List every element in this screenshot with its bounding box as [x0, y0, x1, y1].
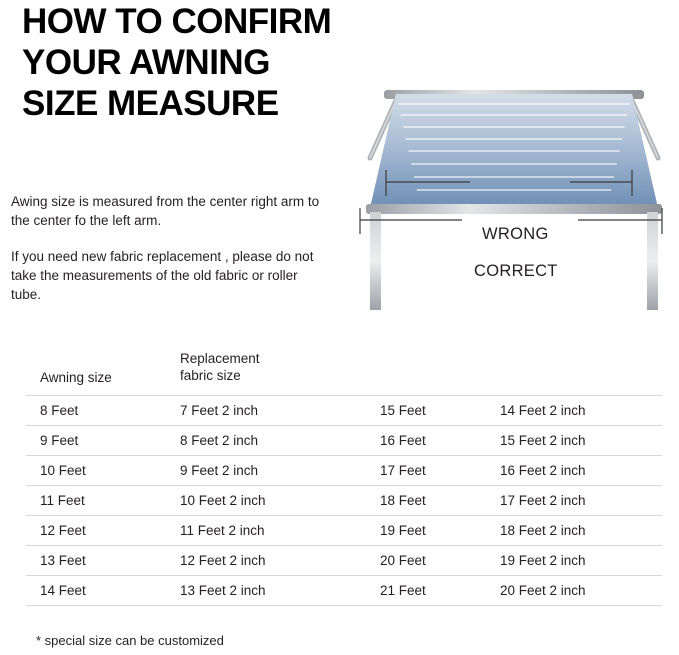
- table-row: [26, 425, 662, 455]
- table-row: [26, 455, 662, 485]
- cell-fabric-size-2: 19 Feet 2 inch: [486, 545, 662, 575]
- cell-awning-size: 8 Feet: [26, 395, 166, 425]
- cell-awning-size-2: 21 Feet: [366, 575, 486, 605]
- front-bar: [366, 204, 662, 214]
- cell-awning-size: 12 Feet: [26, 515, 166, 545]
- cell-awning-size: 11 Feet: [26, 485, 166, 515]
- cell-awning-size-2: 16 Feet: [366, 425, 486, 455]
- cell-awning-size: 10 Feet: [26, 455, 166, 485]
- cell-fabric-size-2: 17 Feet 2 inch: [486, 485, 662, 515]
- header-replacement-line-1: Replacement: [180, 351, 260, 366]
- cell-awning-size-2: 20 Feet: [366, 545, 486, 575]
- cell-fabric-size-2: 16 Feet 2 inch: [486, 455, 662, 485]
- cell-fabric-size: 12 Feet 2 inch: [166, 545, 366, 575]
- correct-label: CORRECT: [470, 262, 562, 281]
- header-replacement-fabric-size-2: [486, 343, 662, 395]
- cell-fabric-size-2: 14 Feet 2 inch: [486, 395, 662, 425]
- intro-paragraph: Awing size is measured from the center right arm to the center fo the left arm.: [11, 193, 320, 228]
- awning-illustration: [340, 60, 679, 310]
- page-title-line-1: HOW TO CONFIRM: [22, 2, 332, 41]
- cell-fabric-size: 7 Feet 2 inch: [166, 395, 366, 425]
- cell-awning-size: 13 Feet: [26, 545, 166, 575]
- table-row: [26, 395, 662, 425]
- cell-awning-size-2: 18 Feet: [366, 485, 486, 515]
- table-header-row: [26, 343, 662, 395]
- cell-awning-size: 9 Feet: [26, 425, 166, 455]
- footnote: * special size can be customized: [36, 633, 224, 648]
- right-leg: [647, 212, 658, 310]
- cell-fabric-size: 10 Feet 2 inch: [166, 485, 366, 515]
- cell-fabric-size: 9 Feet 2 inch: [166, 455, 366, 485]
- wrong-label: WRONG: [478, 225, 553, 244]
- left-leg: [370, 212, 381, 310]
- cell-fabric-size-2: 18 Feet 2 inch: [486, 515, 662, 545]
- cell-awning-size-2: 19 Feet: [366, 515, 486, 545]
- table-row: [26, 485, 662, 515]
- cell-awning-size-2: 17 Feet: [366, 455, 486, 485]
- cell-fabric-size-2: 15 Feet 2 inch: [486, 425, 662, 455]
- table-row: [26, 545, 662, 575]
- cell-awning-size: 14 Feet: [26, 575, 166, 605]
- page-title-line-3: SIZE MEASURE: [22, 83, 279, 123]
- cell-fabric-size: 11 Feet 2 inch: [166, 515, 366, 545]
- page-title-line-2: YOUR AWNING: [22, 42, 270, 82]
- cell-fabric-size: 8 Feet 2 inch: [166, 425, 366, 455]
- awning-size-table: [26, 343, 662, 606]
- header-awning-size-2: [366, 343, 486, 395]
- cell-fabric-size-2: 20 Feet 2 inch: [486, 575, 662, 605]
- table-row: [26, 515, 662, 545]
- header-awning-size: Awning size: [26, 343, 166, 395]
- replacement-note-paragraph: If you need new fabric replacement , please do not take the measurements of the old fabric or roller tube.: [11, 248, 314, 302]
- header-replacement-line-2: fabric size: [180, 367, 241, 383]
- cell-fabric-size: 13 Feet 2 inch: [166, 575, 366, 605]
- header-replacement-fabric-size: [166, 343, 366, 395]
- cell-awning-size-2: 15 Feet: [366, 395, 486, 425]
- table-row: [26, 575, 662, 605]
